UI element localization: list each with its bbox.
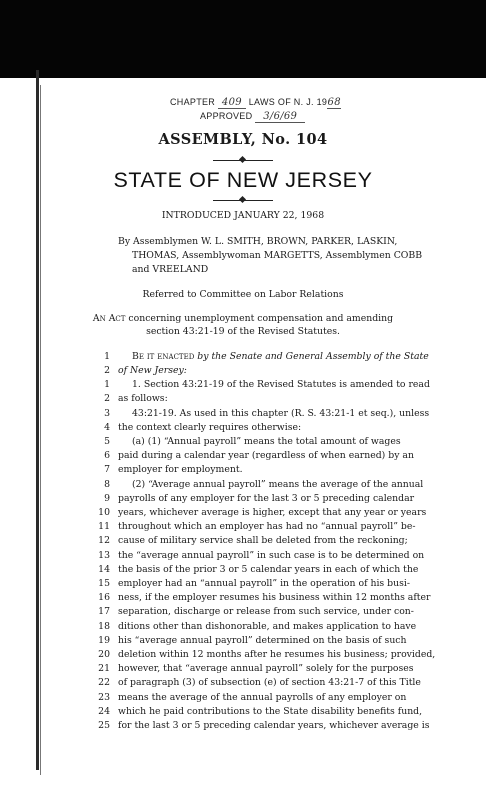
- introduced-date: INTRODUCED JANUARY 22, 1968: [161, 210, 325, 221]
- line-number: 2: [104, 393, 110, 405]
- line-number: 3: [104, 407, 110, 419]
- line-number: 17: [98, 606, 110, 618]
- bill-text-line: (a) (1) “Annual payroll” means the total amount of wages: [132, 436, 401, 447]
- approved-date-handwritten: 3/6/69: [255, 111, 305, 123]
- bill-text-line: the context clearly requires otherwise:: [118, 421, 302, 433]
- bill-text-line: the “average annual payroll” in such case is to be determined on: [118, 549, 425, 561]
- state-title: STATE OF NEW JERSEY: [113, 168, 373, 192]
- line-number: 22: [98, 677, 110, 689]
- bill-text-line: as follows:: [118, 393, 168, 405]
- enacting-clause: [132, 351, 429, 362]
- line-number: 16: [98, 592, 110, 604]
- bill-text-line: 43:21-19. As used in this chapter (R. S. 43:21-1 et seq.), unless: [132, 407, 430, 419]
- bill-text-line: (2) “Average annual payroll” means the average of the annual: [132, 478, 424, 490]
- ornament-diamond: [239, 156, 246, 163]
- sponsors-line: By Assemblymen W. L. SMITH, BROWN, PARKER, LASKIN,: [118, 236, 398, 247]
- line-number: 23: [98, 691, 110, 703]
- approved-label: APPROVED: [200, 111, 253, 121]
- bill-text-line: for the last 3 or 5 preceding calendar years, whichever average is: [118, 720, 430, 731]
- bill-text-line: means the average of the annual payrolls of any employer on: [118, 691, 407, 703]
- committee-referral: Referred to Committee on Labor Relations: [142, 289, 344, 300]
- bill-text-line: which he paid contributions to the State disability benefits fund,: [118, 705, 423, 717]
- line-number: 4: [104, 421, 110, 433]
- sponsors-line: THOMAS, Assemblywoman MARGETTS, Assemblymen COBB: [132, 250, 423, 261]
- bill-text-line: throughout which an employer has had no “annual payroll” be-: [118, 521, 416, 533]
- chapter-stamp: [170, 97, 341, 109]
- line-number: 7: [104, 464, 110, 476]
- line-number: 13: [98, 549, 110, 561]
- sponsors-line: and VREELAND: [132, 264, 209, 275]
- bill-text-line: employer for employment.: [118, 464, 243, 476]
- bill-text-line: of New Jersey:: [118, 365, 187, 376]
- bill-text-line: deletion within 12 months after he resumes his business; provided,: [118, 649, 436, 660]
- line-number: 2: [104, 365, 110, 376]
- line-number: 9: [104, 492, 110, 504]
- chapter-label: CHAPTER: [170, 97, 216, 107]
- line-number: 21: [98, 663, 110, 675]
- line-number: 5: [104, 436, 110, 447]
- laws-label: LAWS OF N. J. 19: [248, 97, 328, 107]
- bill-text-line: ditions other than dishonorable, and makes application to have: [118, 620, 417, 632]
- bill-text-line: 1. Section 43:21-19 of the Revised Statutes is amended to read: [132, 379, 430, 391]
- line-number: 15: [98, 578, 110, 589]
- line-number: 12: [98, 535, 110, 547]
- line-number: 25: [98, 720, 110, 731]
- bill-text-line: his “average annual payroll” determined on the basis of such: [118, 634, 407, 646]
- line-number: 18: [98, 620, 110, 632]
- line-number: 10: [98, 507, 110, 518]
- bill-text-line: however, that “average annual payroll” solely for the purposes: [118, 663, 414, 675]
- line-number: 8: [104, 478, 110, 490]
- line-number: 6: [104, 450, 110, 462]
- line-number: 14: [98, 563, 110, 575]
- bill-text-line: ness, if the employer resumes his business within 12 months after: [118, 592, 431, 604]
- black-scan-margin: [0, 0, 486, 78]
- line-number: 1: [104, 351, 110, 362]
- line-number: 24: [98, 705, 110, 717]
- bill-text-line: paid during a calendar year (regardless of when earned) by an: [118, 450, 414, 462]
- line-number: 20: [98, 649, 110, 660]
- bill-text-line: employer had an “annual payroll” in the operation of his busi-: [118, 578, 410, 589]
- year-handwritten: 68: [327, 97, 341, 108]
- bill-text-line: the basis of the prior 3 or 5 calendar years in each of which the: [118, 563, 419, 575]
- act-title-lead: An Act: [92, 313, 126, 324]
- line-number: 19: [98, 634, 110, 646]
- enacting-text: by the Senate and General Assembly of the State: [194, 351, 429, 362]
- chapter-number-handwritten: 409: [218, 97, 246, 109]
- bill-text-line: separation, discharge or release from such service, under con-: [118, 606, 414, 618]
- line-number: 11: [98, 521, 110, 533]
- bill-text-line: years, whichever average is higher, except that any year or years: [118, 507, 427, 518]
- assembly-bill-number: ASSEMBLY, No. 104: [158, 131, 328, 148]
- enacting-lead: Be it enacted: [132, 351, 195, 362]
- act-title-text: concerning unemployment compensation and amending: [125, 313, 394, 324]
- bill-text-line: of paragraph (3) of subsection (e) of section 43:21-7 of this Title: [118, 677, 421, 689]
- line-number: 1: [104, 379, 110, 391]
- bill-text-line: cause of military service shall be deleted from the reckoning;: [118, 535, 408, 547]
- act-title-line2: section 43:21-19 of the Revised Statutes.: [146, 326, 340, 337]
- act-title: [0, 313, 486, 324]
- bill-text-line: payrolls of any employer for the last 3 or 5 preceding calendar: [118, 492, 415, 504]
- ornament-diamond-lower: [239, 196, 246, 203]
- approved-stamp: [200, 111, 305, 123]
